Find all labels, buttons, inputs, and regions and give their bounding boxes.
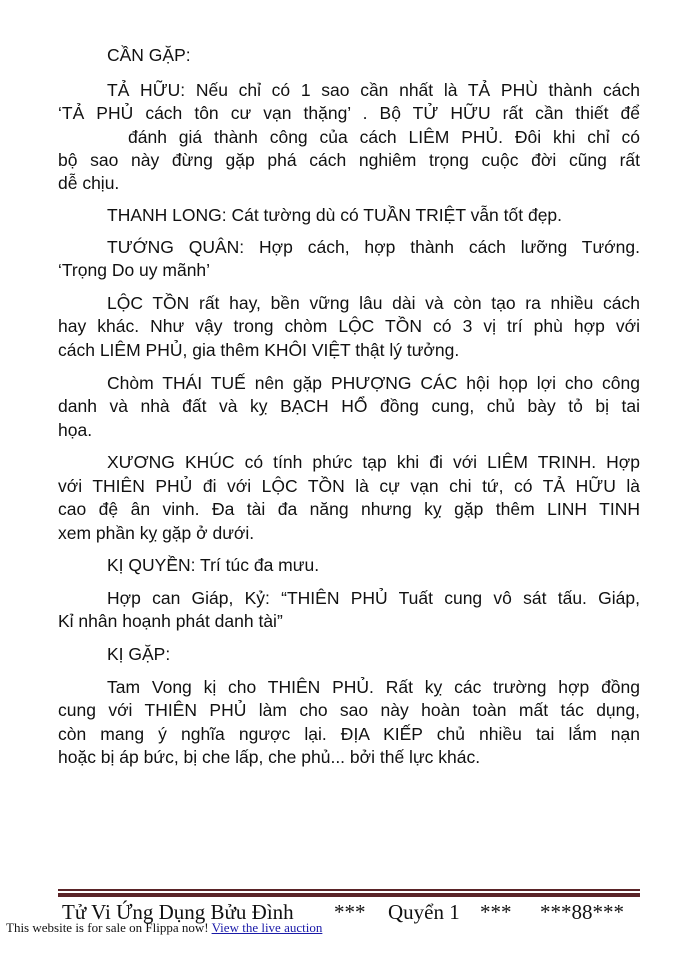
text-line: hay khác. Như vậy trong chòm LỘC TỒN có 3 vị trí phù hợp với: [58, 316, 640, 336]
text-line: Kỉ nhân hoạnh phát danh tài”: [58, 611, 283, 631]
footer-book-title: Tử Vi Ứng Dụng Bửu Đình: [62, 900, 294, 924]
text-line: cao đệ ân vinh. Đa tài đa năng nhưng kỵ gặp thêm LINH TINH: [58, 499, 640, 519]
text-line: Chòm THÁI TUẾ nên gặp PHƯỢNG CÁC hội họp lợi cho công: [107, 373, 640, 393]
sale-banner-text: This website is for sale on Flippa now!: [6, 920, 209, 935]
text-line: còn mang ý nghĩa ngược lại. ĐỊA KIẾP chủ nhiều tai lắm nạn: [58, 724, 640, 744]
text-line: ‘Trọng Do uy mãnh’: [58, 260, 211, 280]
text-line: cung với THIÊN PHỦ làm cho sao này hoàn toàn mất tác dụng,: [58, 700, 640, 720]
text-line: dễ chịu.: [58, 173, 120, 193]
text-line: đánh giá thành công của cách LIÊM PHỦ. Đôi khi chỉ có: [128, 127, 640, 147]
text-line: bộ sao này đừng gặp phá cách nghiêm trọng cuộc đời cũng rất: [58, 150, 640, 170]
footer-separator: ***: [334, 900, 366, 924]
text-line: hoặc bị áp bức, bị che lấp, che phủ... bởi thế lực khác.: [58, 747, 481, 767]
text-line: cách LIÊM PHỦ, gia thêm KHÔI VIỆT thật lý tưởng.: [58, 340, 460, 360]
text-line: XƯƠNG KHÚC có tính phức tạp khi đi với LIÊM TRINH. Hợp: [107, 452, 640, 472]
footer-rule-top: [58, 889, 640, 891]
text-line: ‘TẢ PHỦ cách tôn cư vạn thặng’ . Bộ TỬ HỮU rất cần thiết để: [58, 103, 640, 123]
text-line: với THIÊN PHỦ đi với LỘC TỒN là cự vạn chi tứ, có TẢ HỮU là: [58, 476, 640, 496]
text-line: họa.: [58, 420, 93, 440]
text-line: KỊ QUYỀN: Trí túc đa mưu.: [107, 555, 320, 575]
heading-can-gap: CẦN GẶP:: [107, 45, 191, 65]
heading-ki-gap: KỊ GẶP:: [107, 644, 171, 664]
footer-rule-bottom: [58, 893, 640, 897]
text-line: TẢ HỮU: Nếu chỉ có 1 sao cần nhất là TẢ PHÙ thành cách: [107, 80, 640, 100]
text-line: xem phần kỵ gặp ở dưới.: [58, 523, 255, 543]
text-line: Hợp can Giáp, Kỷ: “THIÊN PHỦ Tuất cung vô sát tấu. Giáp,: [107, 588, 640, 608]
text-line: danh và nhà đất và kỵ BẠCH HỔ đồng cung, chủ bày tỏ bị tai: [58, 396, 640, 416]
footer-separator: ***: [480, 900, 512, 924]
text-line: LỘC TỒN rất hay, bền vững lâu dài và còn tạo ra nhiều cách: [107, 293, 640, 313]
footer-volume: Quyển 1: [388, 900, 460, 924]
text-line: Tam Vong kị cho THIÊN PHỦ. Rất kỵ các trường hợp đồng: [107, 677, 640, 697]
footer-page-number: ***88***: [540, 900, 624, 924]
text-line: THANH LONG: Cát tường dù có TUẦN TRIỆT vẫn tốt đẹp.: [107, 205, 563, 225]
text-line: TƯỚNG QUÂN: Hợp cách, hợp thành cách lưỡng Tướng.: [107, 237, 640, 257]
sale-banner: [6, 920, 322, 936]
live-auction-link[interactable]: View the live auction: [211, 920, 323, 935]
